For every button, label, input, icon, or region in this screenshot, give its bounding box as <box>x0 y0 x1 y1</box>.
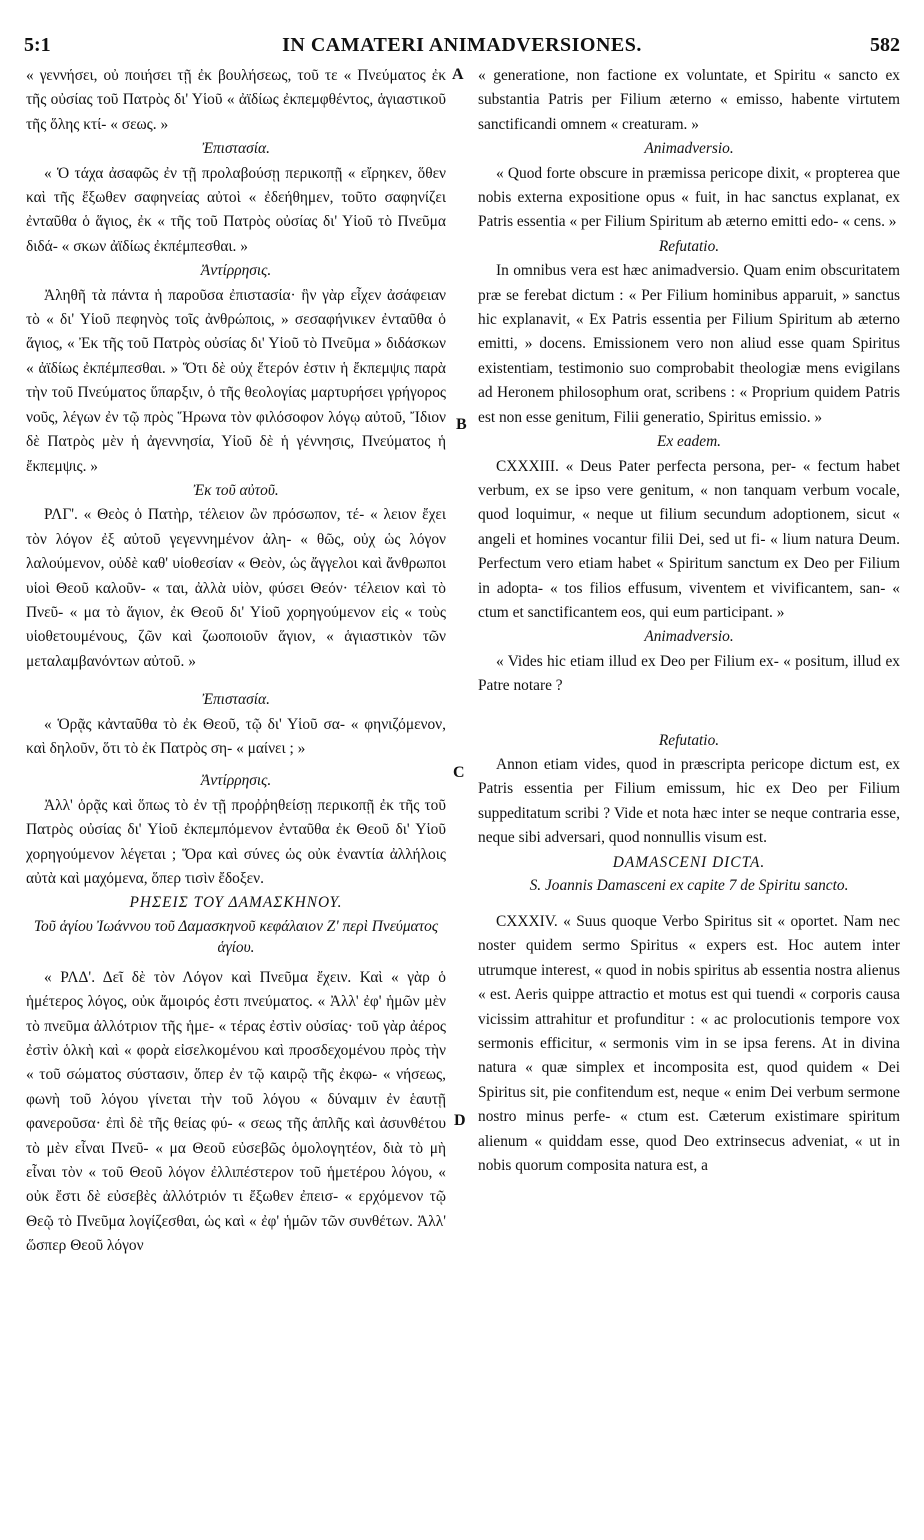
spacer <box>26 761 446 769</box>
running-header <box>24 34 900 60</box>
page-number-left: 5:1 <box>24 34 51 56</box>
paragraph: Ἀληθῆ τὰ πάντα ἡ παροῦσα ἐπιστασία· ἣν γὰρ εἶχεν ἀσάφειαν τὸ « δι' Υἱοῦ πεφηνὸς τοῖς ἀνθρώποις, » σεσαφήνικεν ἐνταῦθα ὁ ἅγιος, « Ἐκ τῆς τοῦ Πατρὸς οὐσίας δι' Υἱοῦ τὸ Πνεῦμα » διδάσκων « ἀϊδίως ἐκπέμπεσθαι. » Ὅτι δὲ οὐχ ἕτερόν ἐστιν ἡ ἔκπεμψις παρὰ τὴν τοῦ Πνεύματος ὕπαρξιν, ὁ τῆς θεολογίας μαρτυρήσει γρήγορος νοῦς, λέγων ἐν τῷ πρὸς Ἥρωνα τὸν φιλόσοφον λόγῳ αὐτοῦ, Ἴδιον δὲ Πατρὸς μὲν ἡ ἀγεννησία, Υἱοῦ δὲ ἡ γέννησις, Πνεύματος ἡ ἔκπεμψις. » <box>26 286 446 475</box>
chapter-subtitle: Τοῦ ἁγίου Ἰωάννου τοῦ Δαμασκηνοῦ κεφάλαιον Ζ' περὶ Πνεύματος ἁγίου. <box>33 917 439 956</box>
paragraph: In omnibus vera est hæc animadversio. Quam enim obscuritatem præ se ferebat dictum : « Per Filium hominibus apparuit, » sanctus hic explanavit, « Ex Patris essentia per Filium Spiritum ab æterno emitti, » docens. Emissionem vero non aliud esse quam Spiritus existentiam, testimonio suo comprobabit theologiæ mens evigilans ad Heronem philosophum orat, scribens : « Proprium quidem Patris est non esse genitum, Filii generatio, Spiritus emissio. » <box>478 262 900 426</box>
section-heading: Ἐπιστασία. <box>202 691 270 709</box>
margin-letter-d: D <box>454 1112 466 1129</box>
section-heading: Animadversio. <box>644 628 734 646</box>
section-heading: Refutatio. <box>658 237 720 255</box>
spacer <box>26 674 446 688</box>
margin-letter-c: C <box>453 764 465 781</box>
section-heading: Refutatio. <box>658 731 720 749</box>
section-heading: Ἐπιστασία. <box>202 140 270 158</box>
paragraph: « Ὁρᾷς κἀνταῦθα τὸ ἐκ Θεοῦ, τῷ δι' Υἱοῦ σα- « φηνιζόμενον, καὶ δηλοῦν, ὅτι τὸ ἐκ Πατρὸς ση- « μαίνει ; » <box>26 715 446 757</box>
paragraph: Annon etiam vides, quod in præscripta pericope dictum est, ex Patris essentia per Filium emissum, hic ex Deo per Filium suppeditatum scribi ? Vide et nota hæc inter se neque contraria esse, neque sibi adversari, quod nonnullis visum est. <box>478 755 900 847</box>
paragraph: Ἀλλ' ὁρᾷς καὶ ὅπως τὸ ἐν τῇ προῤῥηθείσῃ περικοπῇ ἐκ τῆς τοῦ Πατρὸς οὐσίας δι' Υἱοῦ ἐκπεμπόμενον ἐνταῦθα ἐκ Θεοῦ δι' Υἱοῦ χορηγούμενον λέγεται ; Ὅρα καὶ σύνες ὡς οὐκ ἐναντία ἀλλήλοις αὐτὰ καὶ μαχόμενα, ὅπερ τισὶν ἔδοξεν. <box>26 796 446 887</box>
greek-column <box>26 64 446 1259</box>
paragraph: « Vides hic etiam illud ex Deo per Filium ex- « positum, illud ex Patre notare ? <box>478 652 900 695</box>
section-heading: Ἐκ τοῦ αὐτοῦ. <box>193 481 279 499</box>
running-title: IN CAMATERI ANIMADVERSIONES. <box>282 34 642 56</box>
paragraph: « generatione, non factione ex voluntate, et Spiritu « sancto ex substantia Patris per Filium æterno « emisso, habente virtutem sanctificandi omnem « creaturam. » <box>478 67 900 133</box>
paragraph: « ΡΛΔ'. Δεῖ δὲ τὸν Λόγον καὶ Πνεῦμα ἔχειν. Καὶ « γὰρ ὁ ἡμέτερος λόγος, οὐκ ἄμοιρός ἐστι πνεύματος. « Ἀλλ' ἐφ' ἡμῶν μὲν τὸ πνεῦμα ἀλλότριον τῆς ἡμε- « τέρας ἐστὶν οὐσίας· τοῦ γὰρ ἀέρος ἐστὶν ὁλκὴ καὶ « φορὰ εἰσελκομένου καὶ προσδεχομένου πρὸς τὴν « τοῦ σώματος σύστασιν, ὅπερ ἐν τῷ καιρῷ τῆς ἐκφω- « νήσεως, φωνὴ τοῦ λόγου γίνεται τὴν τοῦ λόγου « δύναμιν ἐν ἑαυτῇ φανεροῦσα· ἐπὶ δὲ τῆς θείας φύ- « σεως τῆς ἁπλῆς καὶ ἀσυνθέτου τὸ μὲν εἶναι Πνεῦ- « μα Θεοῦ εὐσεβῶς ὁμολογητέον, διὰ τὸ μὴ εἶναι τὸν « τοῦ Θεοῦ λόγον ἐλλιπέστερον τοῦ ἡμετέρου λόγου, « οὐκ ἔστι δὲ εὐσεβὲς ἀλλότριόν τι ἔξωθεν ἐπεισ- « ερχόμενον τῷ Θεῷ τὸ Πνεῦμα λογίζεσθαι, ὡς καὶ « ἐφ' ἡμῶν τῶν συνθέτων. Ἀλλ' ὥσπερ Θεοῦ λόγον <box>26 968 446 1255</box>
section-heading: Animadversio. <box>644 140 734 158</box>
paragraph: « Ὁ τάχα ἀσαφῶς ἐν τῇ προλαβούσῃ περικοπῇ « εἴρηκεν, ὅθεν καὶ τῆς ἔξωθεν σαφηνείας αὐτοὶ « ἐδεήθημεν, τοῦτο σαφηνίζει ἐνταῦθα ὁ ἅγιος, ἐκ « τῆς τοῦ Πατρὸς οὐσίας δι' Υἱοῦ τὸ Πνεῦμα διδά- « σκων ἀϊδίως ἐκπέμπεσθαι. » <box>26 164 446 255</box>
paragraph: « γεννήσει, οὐ ποιήσει τῇ ἐκ βουλήσεως, τοῦ τε « Πνεύματος ἐκ τῆς οὐσίας τοῦ Πατρὸς δι' Υἱοῦ « ἀϊδίως ἐκπεμφθέντος, ἁγιαστικοῦ τῆς ὅλης κτί- « σεως. » <box>26 67 446 133</box>
paragraph: « Quod forte obscure in præmissa pericope dixit, « propterea que nobis externa expositione opus « fuit, in hac sanctus explanat, ex Patris essentia « per Filium Spiritum ab æterno emitti edo- « cens. » <box>478 164 900 231</box>
section-heading: Ἀντίρρησις. <box>200 262 272 280</box>
paragraph: ΡΛΓ'. « Θεὸς ὁ Πατὴρ, τέλειον ὢν πρόσωπον, τέ- « λειον ἔχει τὸν λόγον ἐξ αὐτοῦ γεγεννημένον ἀλη- « θῶς, οὐχ ὡς λόγον λαλούμενον, οὐδὲ καθ' υἱοθεσίαν « Θεὸν, ὡς ἄγγελοι καὶ ἄνθρωποι υἱοὶ Θεοῦ καλοῦν- « ται, ἀλλὰ υἱὸν, φύσει Θεόν· τέλειον καὶ τὸ Πνεῦ- « μα τὸ ἅγιον, ἐκ Θεοῦ δι' Υἱοῦ χορηγούμενον εἰς « τοὺς υἱοθετουμένους, ζῶν καὶ ζωοποιοῦν ἅγιον, « ἁγιαστικὸν τῶν μεταλαμβανόντων αὐτοῦ. » <box>26 506 446 670</box>
spacer <box>26 958 446 966</box>
latin-column <box>478 64 900 1178</box>
paragraph: CXXXIV. « Suus quoque Verbo Spiritus sit « oportet. Nam nec noster quidem sermo Spiritus « expers est. Hoc autem inter utrumque interest, « quod in nobis spiritus ab essentia nostra alienus « est. Aeris quippe attractio et motus est qui tuendi « corporis causa vicissim attrahitur et profunditur : « ac prolocutionis tempore vox sermonis efficitur, « sermonis vim in se ipsa ferens. At in divina natura « quæ simplex et incomposita est, quod quidem « Dei Spiritus sit, pie confitendum est, neque « enim Dei verbum sermone nostro minus perfe- « ctum est. Cæterum existimare spiritum alienum « quiddam esse, quod Deo extrinsecus adveniat, « ut in nobis quorum composita natura est, a <box>478 913 900 1175</box>
section-heading: Ex eadem. <box>656 433 722 451</box>
section-heading: Ἀντίρρησις. <box>200 772 272 790</box>
spacer <box>478 699 900 729</box>
section-heading: DAMASCENI DICTA. <box>612 853 766 871</box>
paragraph: CXXXIII. « Deus Pater perfecta persona, per- « fectum habet verbum, ex se ipso vere genitum, « non tanquam verbum vocale, quod loquimur, « neque ut filium secundum adoptionem, sicut « angeli et homines vocantur filii Dei, sed ut fi- « lium natura Deum. Perfectum vero etiam habet « Spiritum sanctum ex Deo per Filium in adopta- « tos filios effusum, viventem et vivificantem, san- « ctum et sanctificantem eos, qui eum participant. » <box>478 457 900 621</box>
spacer <box>478 896 900 910</box>
chapter-subtitle: S. Joannis Damasceni ex capite 7 de Spiritu sancto. <box>529 877 849 894</box>
section-heading: ΡΗΣΕΙΣ ΤΟΥ ΔΑΜΑΣΚΗΝΟΥ. <box>129 894 343 912</box>
margin-letter-b: B <box>456 416 467 433</box>
page-number-right: 582 <box>870 34 900 56</box>
margin-letter-a: A <box>452 66 464 83</box>
